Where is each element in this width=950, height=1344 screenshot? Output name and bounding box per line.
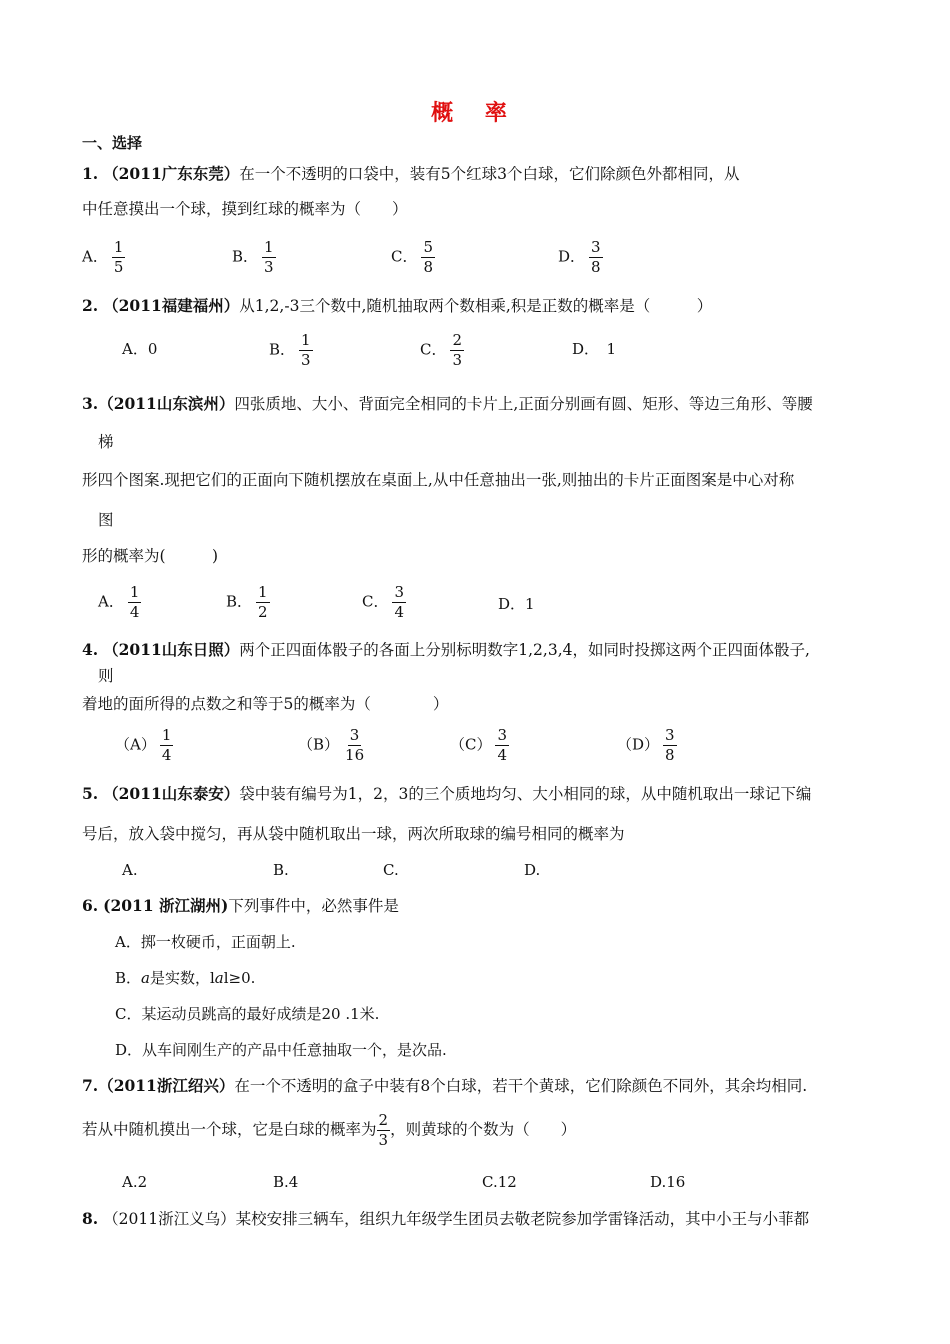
question-source: （2011山东日照）: [103, 640, 240, 659]
q2-option-c: C． $\frac{2}{3}$: [420, 331, 463, 369]
fraction: $\frac{3}{4}$: [394, 583, 405, 621]
q4-option-b: （B） $\frac{3}{16}$: [298, 726, 365, 764]
question-number: 2.: [82, 296, 99, 315]
question-number: 8.: [82, 1209, 99, 1228]
question-2-line-1: [82, 296, 712, 316]
q3-option-a: A． $\frac{1}{4}$: [98, 583, 140, 621]
fraction: $\frac{5}{8}$: [423, 238, 434, 276]
question-number: 6.: [82, 896, 99, 915]
question-3-line-5: 形的概率为( ): [82, 547, 219, 565]
fraction: $\frac{3}{8}$: [665, 726, 675, 764]
question-number: 4.: [82, 640, 99, 659]
q3-option-d: D．1: [498, 595, 535, 613]
question-text: 在一个不透明的盒子中装有8个白球，若干个黄球，它们除颜色不同外，其余均相同.: [234, 1077, 808, 1095]
q7-option-b: B.4: [273, 1173, 299, 1191]
q5-option-b: B.: [273, 861, 289, 879]
q2-option-d: D． 1: [572, 340, 617, 358]
q5-option-c: C.: [383, 861, 399, 879]
q6-option-a: A．掷一枚硬币，正面朝上.: [115, 933, 296, 951]
question-text: （2011浙江义乌）某校安排三辆车，组织九年级学生团员去敬老院参加学雷锋活动，其中小王与小菲都: [103, 1210, 810, 1228]
q2-option-a: A．0: [122, 340, 158, 358]
question-3-line-3: 形四个图案.现把它们的正面向下随机摆放在桌面上,从中任意抽出一张,则抽出的卡片正面图案是中心对称: [82, 471, 795, 489]
question-7-line-2: 若从中随机摸出一个球，它是白球的概率为 $\frac{2}{3}$ ，则黄球的个数为（ ）: [82, 1111, 577, 1149]
question-text: 四张质地、大小、背面完全相同的卡片上,正面分别画有圆、矩形、等边三角形、等腰: [234, 395, 813, 413]
q1-option-c: C． $\frac{5}{8}$: [391, 238, 434, 276]
section-heading: 一、选择: [82, 134, 143, 152]
question-source: （2011浙江绍兴）: [98, 1076, 235, 1095]
question-4-line-1: [82, 640, 810, 660]
question-source: （2011广东东莞）: [103, 164, 240, 183]
question-text: 从1,2,-3三个数中,随机抽取两个数相乘,积是正数的概率是（ ）: [239, 297, 713, 315]
q4-option-a: （A） $\frac{1}{4}$: [115, 726, 172, 764]
question-number: 3.: [82, 394, 99, 413]
question-source: （2011山东滨州）: [98, 394, 235, 413]
fraction: $\frac{2}{3}$: [452, 331, 463, 369]
question-5-line-1: [82, 784, 811, 804]
fraction: $\frac{3}{8}$: [591, 238, 601, 276]
q4-option-c: （C） $\frac{3}{4}$: [450, 726, 508, 764]
q1-option-b: B． $\frac{1}{3}$: [232, 238, 274, 276]
question-3-line-4: 图: [98, 511, 114, 529]
question-4-line-3: 着地的面所得的点数之和等于5的概率为（ ）: [82, 695, 449, 713]
question-source: （2011福建福州）: [103, 296, 240, 315]
question-text: 袋中装有编号为1，2，3的三个质地均匀、大小相同的球，从中随机取出一球记下编: [239, 785, 812, 803]
fraction: $\frac{1}{3}$: [301, 331, 311, 369]
question-3-line-2: 梯: [98, 433, 114, 451]
question-number: 7.: [82, 1076, 99, 1095]
fraction: $\frac{3}{16}$: [345, 726, 365, 764]
question-source: (2011 浙江湖州): [103, 896, 229, 915]
question-4-line-2: 则: [98, 667, 114, 685]
fraction: $\frac{1}{4}$: [129, 583, 140, 621]
q3-option-c: C． $\frac{3}{4}$: [362, 583, 405, 621]
fraction: $\frac{2}{3}$: [378, 1111, 389, 1149]
page-title: 概 率: [431, 100, 519, 126]
q3-option-b: B． $\frac{1}{2}$: [226, 583, 268, 621]
q6-option-c: C．某运动员跳高的最好成绩是20 .1米.: [115, 1005, 380, 1023]
q6-option-b: B．a是实数，lal≥0.: [115, 969, 256, 987]
question-1-line-1: [82, 164, 740, 184]
question-source: （2011山东泰安）: [103, 784, 240, 803]
q4-option-d: （D） $\frac{3}{8}$: [617, 726, 675, 764]
q7-option-d: D.16: [650, 1173, 686, 1191]
question-5-line-2: 号后，放入袋中搅匀，再从袋中随机取出一球，两次所取球的编号相同的概率为: [82, 825, 625, 843]
question-1-line-2: 中任意摸出一个球，摸到红球的概率为（ ）: [82, 200, 408, 218]
fraction: $\frac{3}{4}$: [497, 726, 508, 764]
question-text: 下列事件中，必然事件是: [228, 897, 399, 915]
q5-option-a: A.: [122, 861, 138, 879]
fraction: $\frac{1}{4}$: [161, 726, 172, 764]
q7-option-a: A.2: [122, 1173, 148, 1191]
q1-option-d: D． $\frac{3}{8}$: [558, 238, 601, 276]
question-3-line-1: [82, 394, 813, 414]
q5-option-d: D.: [524, 861, 541, 879]
question-number: 1.: [82, 164, 99, 183]
question-number: 5.: [82, 784, 99, 803]
question-8-line-1: [82, 1209, 809, 1229]
fraction: $\frac{1}{3}$: [264, 238, 274, 276]
question-text: 两个正四面体骰子的各面上分别标明数字1,2,3,4，如同时投掷这两个正四面体骰子,: [239, 641, 810, 659]
question-text: 在一个不透明的口袋中，装有5个红球3个白球，它们除颜色外都相同，从: [239, 165, 740, 183]
q7-option-c: C.12: [482, 1173, 517, 1191]
question-7-line-1: [82, 1076, 807, 1096]
q2-option-b: B． $\frac{1}{3}$: [269, 331, 311, 369]
fraction: $\frac{1}{5}$: [113, 238, 124, 276]
q6-option-d: D．从车间刚生产的产品中任意抽取一个，是次品.: [115, 1041, 447, 1059]
q1-option-a: A． $\frac{1}{5}$: [82, 238, 124, 276]
fraction: $\frac{1}{2}$: [258, 583, 268, 621]
question-6-line-1: [82, 896, 399, 916]
